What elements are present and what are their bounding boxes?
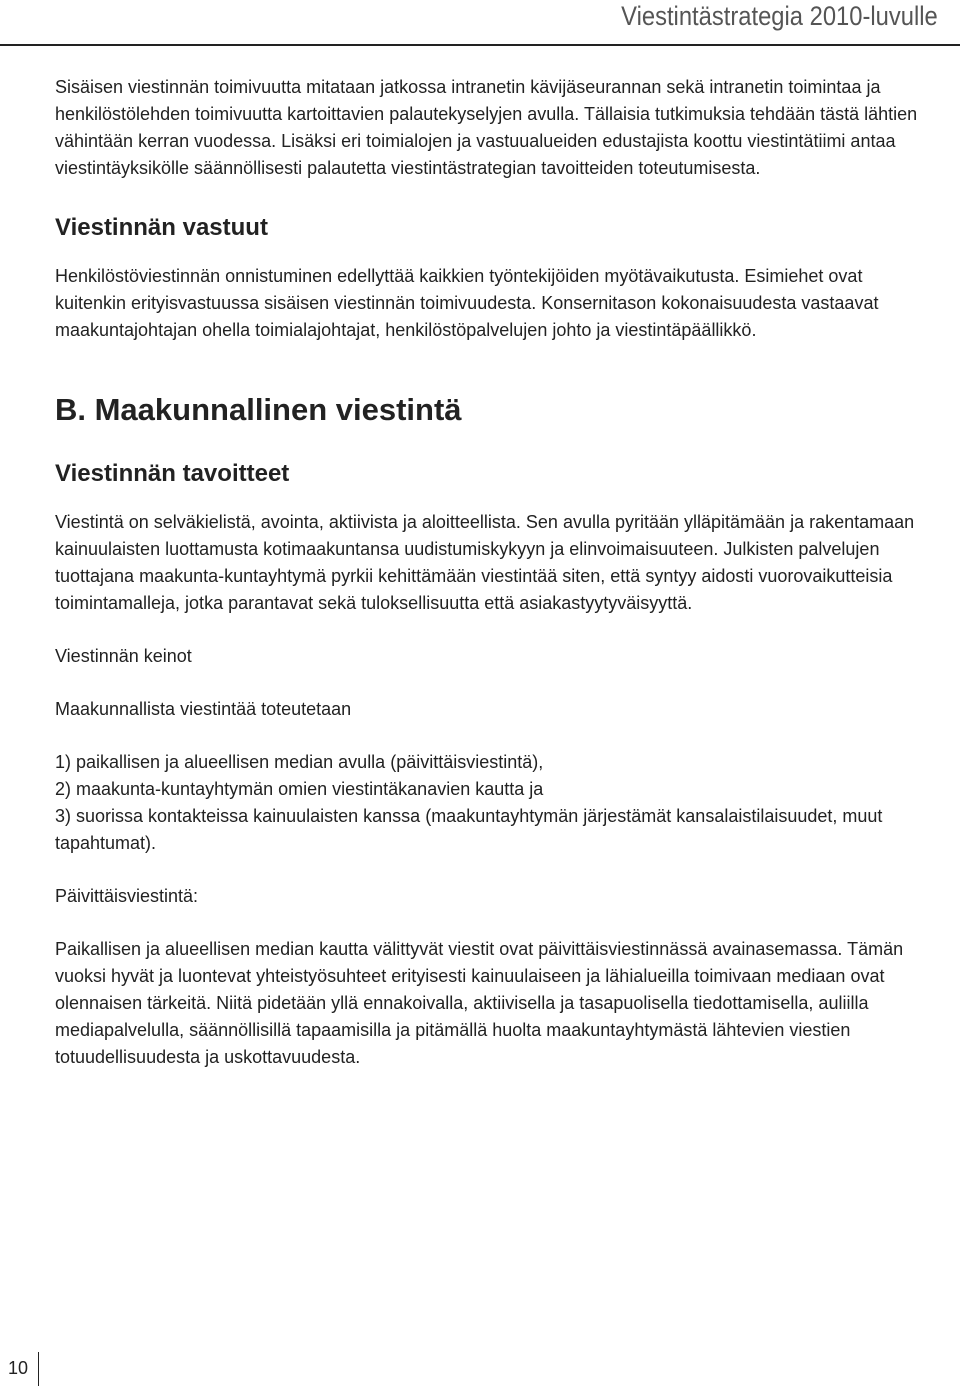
list-item: 2) maakunta-kuntayhtymän omien viestintäkanavien kautta ja xyxy=(55,779,544,799)
section-heading-goals: Viestinnän tavoitteet xyxy=(55,460,290,487)
daily-paragraph: Paikallisen ja alueellisen median kautta välittyvät viestit ovat päivittäisviestinnässä avainasemassa. Tämän vuoksi hyvät ja luontevat yhteistyösuhteet erityisesti kainuulaiseen ja lähialueilla toimivaan mediaan ovat olennaisen tärkeitä. Niitä pidetään yllä ennakoivalla, aktiivisella ja tasapuolisella tiedottamisella, auliilla mediapalvelulla, säännöllisillä tapaamisilla ja pitämällä huolta maakuntayhtymästä lähtevien viestien totuudellisuudesta ja uskottavuudesta. xyxy=(55,939,904,1067)
intro-paragraph: Sisäisen viestinnän toimivuutta mitataan jatkossa intranetin kävijäseurannan sekä intranetin toimintaa ja henkilöstölehden toimivuutta kartoittavien palautekyselyjen avulla. Tällaisia tutkimuksia tehdään tästä lähtien vähintään kerran vuodessa. Lisäksi eri toimialojen ja vastuualueiden edustajista koottu viestintätiimi antaa viestintäyksikölle säännöllisesti palautetta viestintästrategian tavoitteiden toteutumisesta. xyxy=(55,77,918,178)
responsibilities-paragraph: Henkilöstöviestinnän onnistuminen edellyttää kaikkien työntekijöiden myötävaikutusta. Esimiehet ovat kuitenkin erityisvastuussa sisäisen viestinnän toimivuudesta. Konsernitason kokonaisuudesta vastaavat maakuntajohtajan ohella toimialajohtajat, henkilöstöpalvelujen johto ja viestintäpäällikkö. xyxy=(55,266,879,340)
page-content xyxy=(55,74,935,1071)
section-heading-b: B. Maakunnallinen viestintä xyxy=(55,392,462,427)
running-header-title: Viestintästrategia 2010-luvulle xyxy=(621,1,938,31)
page-number: 10 xyxy=(8,1358,29,1378)
means-list xyxy=(55,749,935,857)
means-heading: Viestinnän keinot xyxy=(55,646,192,666)
header-divider xyxy=(0,44,960,46)
page-number-divider xyxy=(38,1352,39,1386)
list-item: 1) paikallisen ja alueellisen median avulla (päivittäisviestintä), xyxy=(55,752,544,772)
means-intro: Maakunnallista viestintää toteutetaan xyxy=(55,699,352,719)
goals-paragraph: Viestintä on selväkielistä, avointa, aktiivista ja aloitteellista. Sen avulla pyritään ylläpitämään ja rakentamaan kainuulaisten luottamusta kotimaakuntansa uudistumiskykyyn ja elinvoimaisuuteen. Julkisten palvelujen tuottajana maakunta-kuntayhtymä pyrkii kehittämään viestintää siten, että syntyy aidosti vuorovaikutteisia toimintamalleja, jotka parantavat sekä tuloksellisuutta että asiakastyytyväisyyttä. xyxy=(55,512,915,613)
list-item: 3) suorissa kontakteissa kainuulaisten kanssa (maakuntayhtymän järjestämät kansalaistilaisuudet, muut tapahtumat). xyxy=(55,806,883,853)
daily-heading: Päivittäisviestintä: xyxy=(55,886,199,906)
section-heading-responsibilities: Viestinnän vastuut xyxy=(55,214,268,241)
